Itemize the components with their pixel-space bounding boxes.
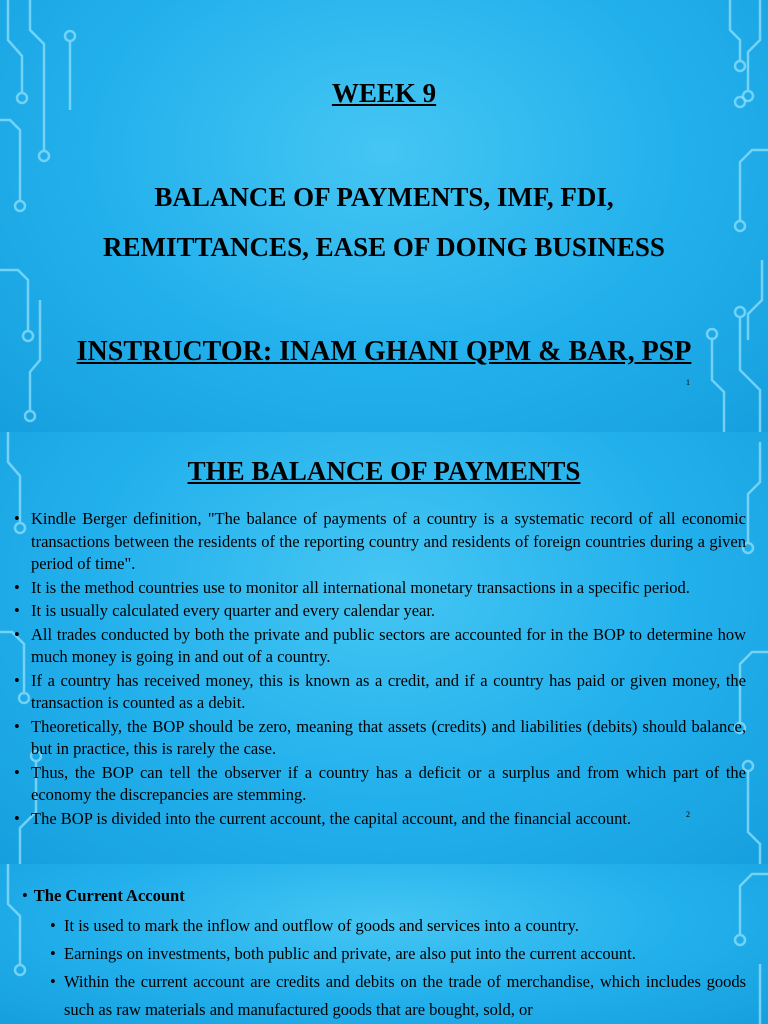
list-item: • Earnings on investments, both public and private, are also put into the current account.	[50, 940, 746, 968]
list-item: • Theoretically, the BOP should be zero, meaning that assets (credits) and liabilities (debits) should balance, but in practice, this is rarely the case.	[12, 716, 746, 761]
list-item: • It is the method countries use to monitor all international monetary transactions in a specific period.	[12, 577, 746, 600]
list-item: • The BOP is divided into the current account, the capital account, and the financial account.	[12, 808, 746, 831]
current-account-bullets	[50, 912, 746, 1024]
instructor-line: INSTRUCTOR: INAM GHANI QPM & BAR, PSP	[76, 336, 692, 367]
list-item: • Within the current account are credits and debits on the trade of merchandise, which includes goods such as raw materials and manufactured goods that are bought, sold, or	[50, 968, 746, 1024]
title-slide	[0, 0, 768, 432]
list-item: • It is usually calculated every quarter and every calendar year.	[12, 600, 746, 623]
bop-bullet-list	[12, 508, 746, 831]
page-number: 1	[686, 378, 690, 387]
balance-of-payments-slide	[0, 432, 768, 864]
slide-title: THE BALANCE OF PAYMENTS	[187, 456, 581, 486]
list-item: • It is used to mark the inflow and outflow of goods and services into a country.	[50, 912, 746, 940]
section-heading: • The Current Account	[22, 886, 185, 906]
list-item: • Kindle Berger definition, "The balance of payments of a country is a systematic record of all economic transactions between the residents of the reporting country and residents of foreign countries during a given period of time".	[12, 508, 746, 576]
list-item: • Thus, the BOP can tell the observer if a country has a deficit or a surplus and from which part of the economy the discrepancies are stemming.	[12, 762, 746, 807]
list-item: • If a country has received money, this is known as a credit, and if a country has paid or given money, the transaction is counted as a debit.	[12, 670, 746, 715]
title-line-2: REMITTANCES, EASE OF DOING BUSINESS	[103, 232, 665, 262]
title-line-1: BALANCE OF PAYMENTS, IMF, FDI,	[154, 182, 614, 212]
page-number: 2	[686, 810, 690, 819]
current-account-slide	[0, 864, 768, 1024]
list-item: • All trades conducted by both the private and public sectors are accounted for in the BOP to determine how much money is going in and out of a country.	[12, 624, 746, 669]
week-heading: WEEK 9	[331, 78, 437, 108]
